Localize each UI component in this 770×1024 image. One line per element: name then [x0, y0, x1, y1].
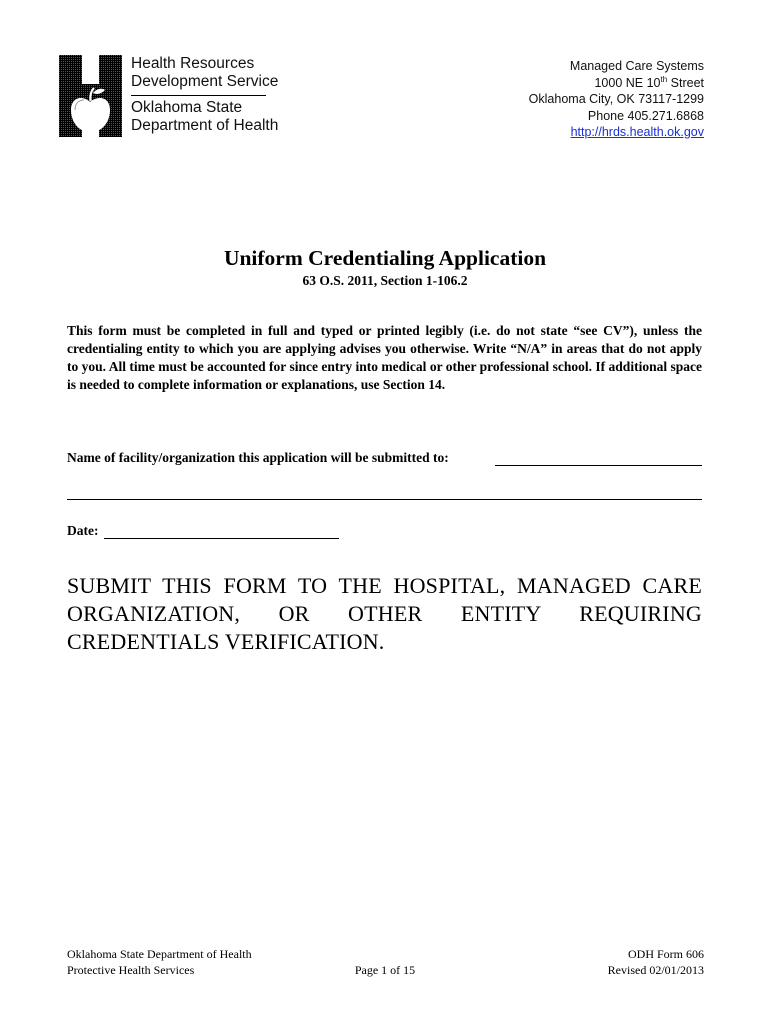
page-number-text: Page 1 of 15: [354, 963, 416, 977]
facility-label: Name of facility/organization this application will be submitted to:: [67, 450, 449, 465]
instructions-paragraph: This form must be completed in full and typed or printed legibly (i.e. do not state “see CV”), unless the credentialing entity to which you are applying advises you otherwise. Write “N/A” in areas that do not apply to you. All time must be accounted for since entry into medical or other professional school. If additional space is needed to complete information or explanations, use Section 14.: [67, 323, 702, 392]
footer-division-name: Protective Health Services: [67, 962, 195, 977]
statute-reference: 63 O.S. 2011, Section 1-106.2: [302, 273, 468, 288]
date-input[interactable]: [104, 523, 339, 539]
apple-on-h-logo-icon: [59, 55, 122, 137]
facility-name-input-continued[interactable]: [67, 484, 702, 500]
page-title: Uniform Credentialing Application: [223, 246, 547, 270]
date-label: Date:: [67, 523, 99, 538]
organization-name: [131, 55, 278, 135]
city-state-zip: Oklahoma City, OK 73117-1299: [528, 92, 704, 106]
phone-number: Phone 405.271.6868: [587, 108, 704, 123]
footer-department-name: Oklahoma State Department of Health: [67, 947, 252, 961]
street-ordinal-suffix: th: [660, 74, 668, 84]
street-address-suffix: Street: [667, 75, 704, 90]
office-name: Managed Care Systems: [569, 59, 704, 73]
org-name-line-2: Development Service: [131, 73, 279, 90]
org-name-line-3: Oklahoma State: [131, 99, 243, 116]
footer-form-info: [608, 947, 704, 978]
org-name-line-1: Health Resources: [131, 55, 255, 72]
form-number: ODH Form 606: [627, 947, 704, 961]
org-divider: [131, 95, 266, 96]
org-name-line-4: Department of Health: [131, 117, 279, 134]
street-address: [529, 75, 704, 92]
facility-name-input[interactable]: [495, 450, 702, 466]
contact-info: [529, 58, 704, 141]
street-address-number: 1000 NE 10: [594, 75, 661, 90]
revision-date: Revised 02/01/2013: [607, 962, 704, 977]
department-logo: [59, 55, 122, 137]
submission-notice: SUBMIT THIS FORM TO THE HOSPITAL, MANAGED CARE ORGANIZATION, OR OTHER ENTITY REQUIRING CREDENTIALS VERIFICATION.: [67, 573, 702, 654]
website-link[interactable]: http://hrds.health.ok.gov: [570, 125, 704, 139]
